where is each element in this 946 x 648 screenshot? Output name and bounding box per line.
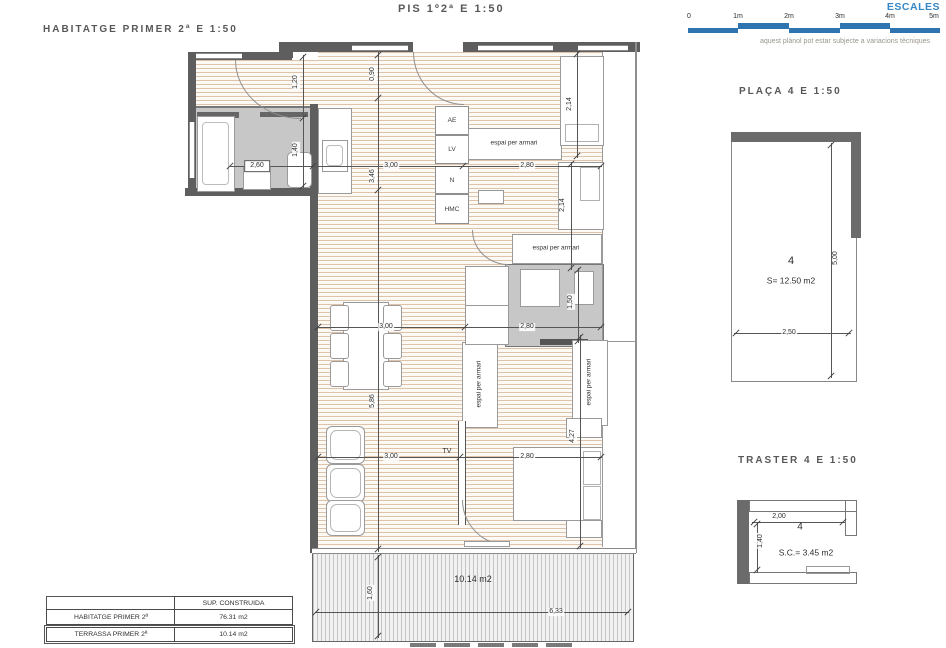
dim-line	[571, 162, 572, 270]
bed-mid-right-pillow	[580, 167, 600, 201]
dim-line	[578, 268, 579, 343]
window-top-2	[478, 45, 553, 51]
chair	[383, 361, 402, 387]
dim-line	[580, 335, 581, 548]
scalebar-tick-0: 0	[687, 13, 691, 21]
traster-shelf	[806, 566, 850, 574]
habitatge-title: HABITATGE PRIMER 2ª E 1:50	[43, 24, 238, 35]
bathtub-inner	[202, 122, 229, 185]
appliance-hmc	[435, 194, 469, 224]
cabinet-mid-a	[465, 266, 509, 308]
dim-line	[315, 612, 629, 613]
dim-line	[230, 166, 602, 167]
toilet-2	[574, 271, 594, 305]
dim-label: 2,80	[520, 453, 534, 461]
closet-label: espai per armari	[475, 360, 483, 408]
traster-wall-right	[845, 500, 857, 536]
window-wing-top	[196, 53, 242, 59]
chair	[330, 333, 349, 359]
closet-label: espai per armari	[490, 139, 538, 147]
sofa-seat	[326, 500, 365, 536]
dim-label: 2,50	[782, 329, 796, 337]
dim-label: 1,40	[292, 143, 300, 157]
dim-label: 1,20	[292, 75, 300, 89]
dim-label: 6,33	[549, 608, 563, 616]
chair	[383, 333, 402, 359]
dim-label: 2,14	[566, 97, 574, 111]
scalebar-title: ESCALES	[886, 1, 940, 13]
placa-wall-right	[851, 132, 861, 238]
scalebar-segment	[840, 23, 890, 28]
traster-wall-left	[737, 500, 749, 584]
appliance-n-label: N	[449, 176, 455, 184]
appliance-lv	[435, 135, 469, 164]
scalebar-segment	[890, 28, 940, 33]
scalebar-segment	[789, 28, 840, 33]
dim-label: 2,80	[520, 323, 534, 331]
wall-outer-right	[635, 42, 637, 553]
terrace-floor	[312, 553, 634, 642]
scalebar-tick-1: 1m	[733, 13, 743, 21]
table-header-cell: SUP. CONSTRUIDA	[174, 596, 293, 611]
traster-title: TRASTER 4 E 1:50	[738, 455, 858, 466]
closet-label: espai per armari	[532, 244, 580, 252]
dim-label: 2,00	[772, 513, 786, 521]
window-top-1	[352, 45, 408, 51]
terrace-glazing	[312, 548, 636, 554]
bed-bottom-pillow-2	[583, 486, 601, 520]
dim-label: 5,86	[369, 394, 377, 408]
page-title: PIS 1º2ª E 1:50	[398, 3, 505, 15]
section-mark	[478, 643, 504, 647]
window-wing-left	[189, 122, 195, 178]
dim-label: 3,00	[384, 162, 398, 170]
section-mark	[410, 643, 436, 647]
dim-label: 1,40	[757, 534, 765, 548]
table-row-label: TERRASSA PRIMER 2ª	[46, 627, 176, 642]
chair	[330, 361, 349, 387]
appliance-lv-label: LV	[448, 146, 456, 153]
dim-line	[303, 55, 304, 188]
scalebar-segment	[688, 28, 738, 33]
table-row-value: 10.14 m2	[174, 627, 293, 642]
dim-label: 3,46	[369, 169, 377, 183]
section-mark	[444, 643, 470, 647]
tv-label: TV	[442, 448, 452, 456]
window-top-3	[578, 45, 628, 51]
entry-door-gap	[413, 42, 463, 52]
traster-number: 4	[797, 521, 803, 533]
kitchen-small-box	[478, 190, 504, 204]
nightstand-bottom	[566, 520, 602, 538]
dim-line	[378, 555, 379, 638]
sofa-seat	[326, 426, 365, 464]
dim-label: 2,14	[559, 198, 567, 212]
table-row-value: 76.31 m2	[174, 609, 293, 625]
sofa-seat	[326, 464, 365, 502]
bed-top-right-pillow	[565, 124, 599, 142]
scalebar-tick-5: 5m	[929, 13, 939, 21]
dim-label: 1,60	[367, 586, 375, 600]
dim-label: 0,90	[369, 67, 377, 81]
cabinet-mid-b	[465, 305, 509, 345]
scalebar-note: aquest plànol pot estar subjecte a variacions tècniques	[759, 38, 931, 46]
appliance-n	[435, 166, 469, 194]
terrace-area-label: 10.14 m2	[454, 574, 492, 585]
closet-label: espai per armari	[585, 358, 593, 406]
placa-wall-top	[731, 132, 861, 142]
dim-label: 4,27	[569, 429, 577, 443]
dim-label: 3,00	[384, 453, 398, 461]
scalebar-tick-3: 3m	[835, 13, 845, 21]
dim-line	[378, 52, 379, 552]
table-row-label: HABITATGE PRIMER 2ª	[46, 609, 176, 625]
appliance-ae	[435, 106, 469, 135]
dim-label: 2,60	[244, 160, 270, 172]
placa-title: PLAÇA 4 E 1:50	[739, 86, 842, 97]
kitchen-sink-inner	[326, 145, 343, 166]
dim-label: 2,80	[520, 162, 534, 170]
door-leaf-bedroom	[464, 541, 510, 547]
appliance-ae-label: AE	[447, 117, 457, 124]
section-mark	[512, 643, 538, 647]
placa-area: S= 12.50 m2	[766, 275, 816, 286]
dim-label: 1,50	[567, 295, 575, 309]
dim-line	[318, 327, 602, 328]
shower-tray	[520, 269, 560, 307]
scalebar-tick-2: 2m	[784, 13, 794, 21]
traster-area: S.C.= 3.45 m2	[778, 547, 834, 558]
dim-line	[577, 52, 578, 158]
appliance-hmc-label: HMC	[444, 205, 460, 213]
traster-wall-top	[749, 500, 857, 512]
dim-label: 3,00	[379, 323, 393, 331]
dim-label: 5,00	[832, 251, 840, 265]
section-mark	[546, 643, 572, 647]
placa-number: 4	[787, 254, 795, 267]
scalebar-segment	[738, 23, 789, 28]
scalebar-tick-4: 4m	[885, 13, 895, 21]
